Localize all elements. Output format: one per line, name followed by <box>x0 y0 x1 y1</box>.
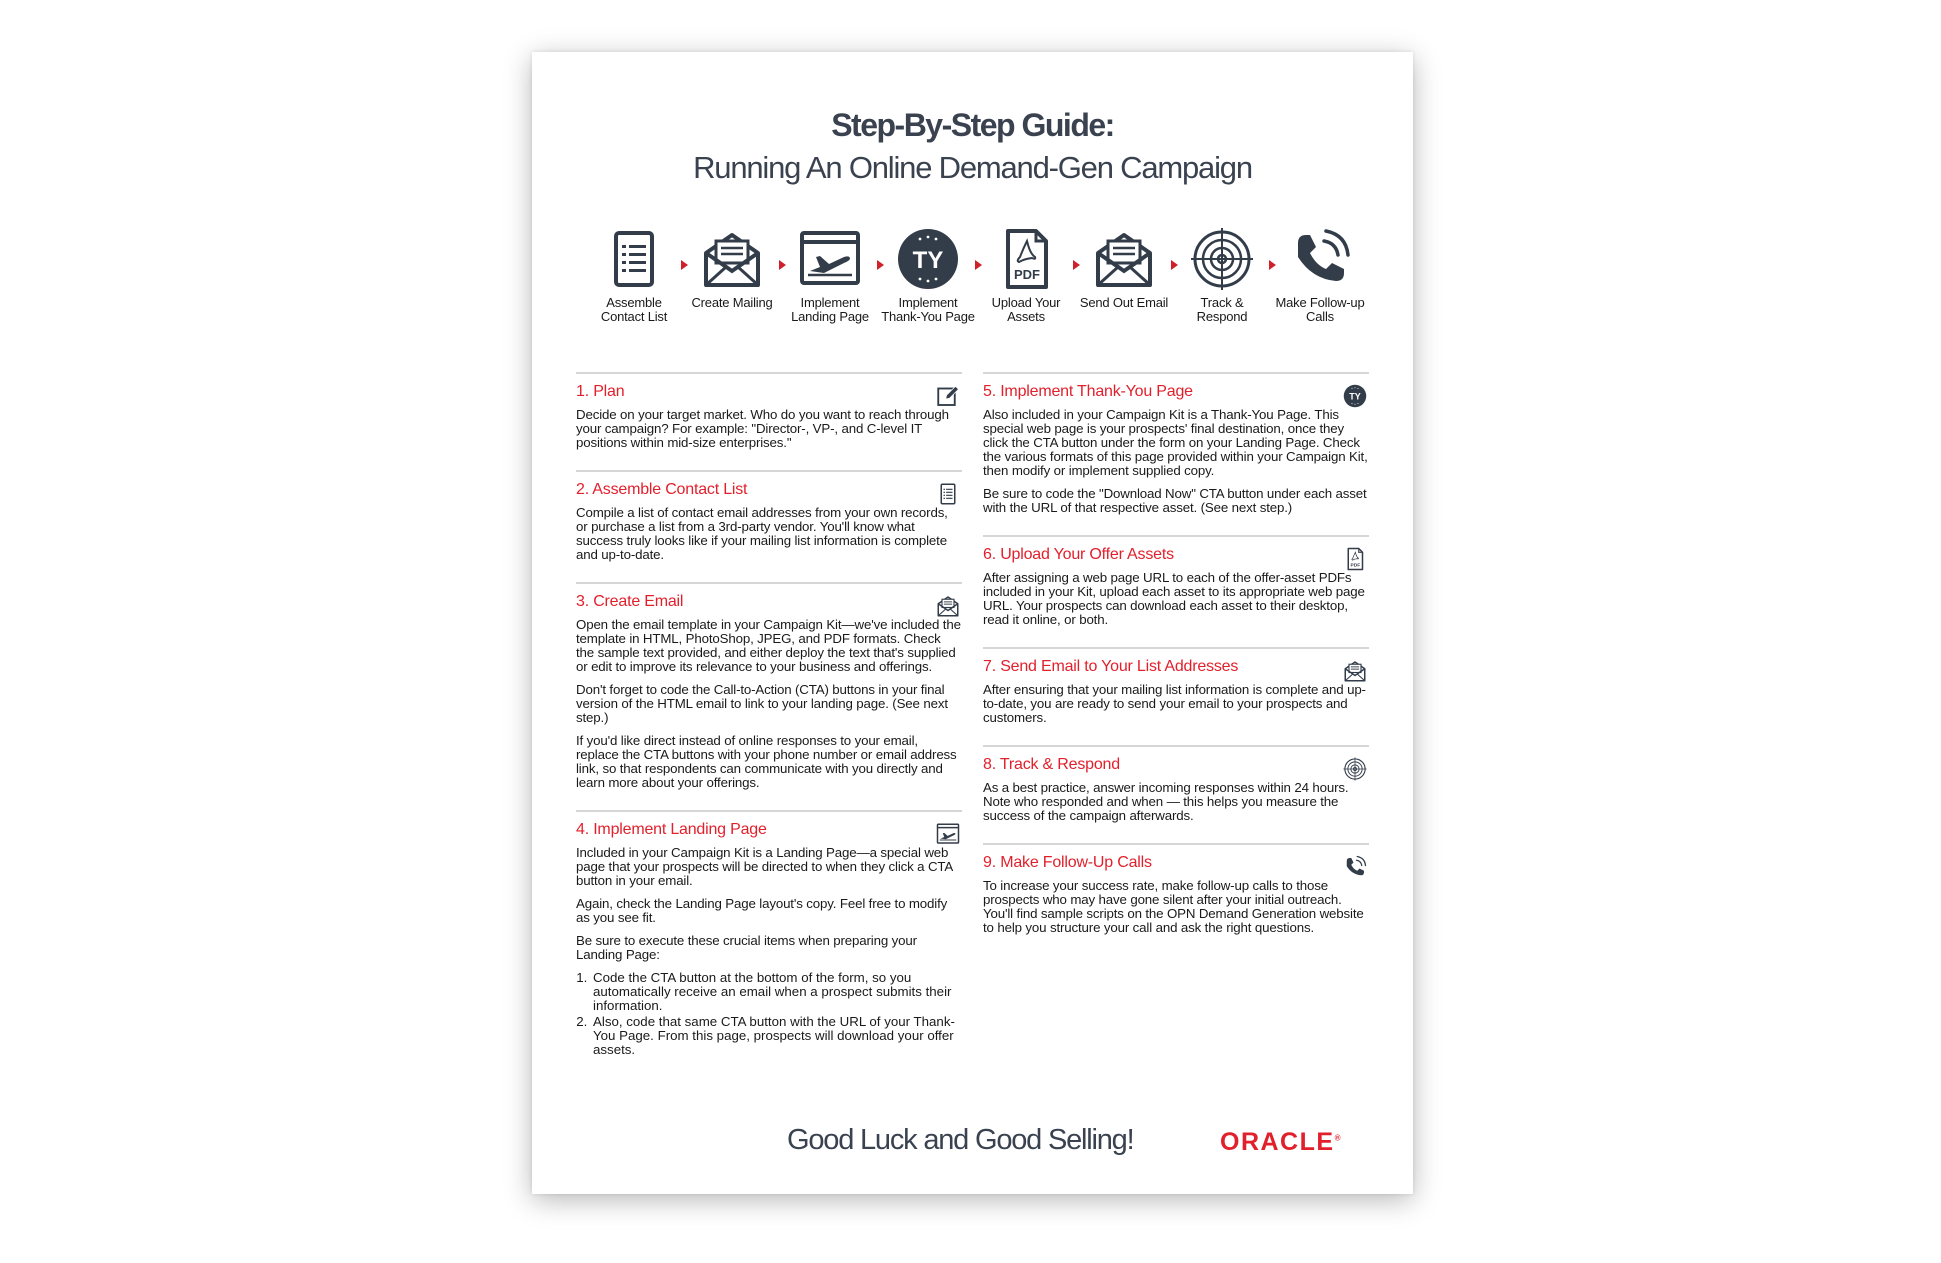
process-step-label: Assemble Contact List <box>600 295 668 324</box>
process-step-label: Make Follow-up Calls <box>1275 295 1365 324</box>
list-item: 2. Also, code that same CTA button with the URL of your Thank-You Page. From this page, prospects will download your offer assets. <box>591 1015 962 1057</box>
right-column <box>983 372 1369 955</box>
section-paragraph: Compile a list of contact email addresses from your own records, or purchase a list from a 3rd-party vendor. You'll know what success truly looks like if your mailing list information is complete and up-to-date. <box>576 505 948 562</box>
section-paragraph: After assigning a web page URL to each of the offer-asset PDFs included in your Kit, upload each asset to its appropriate web page URL. Your prospects can download each asset to their desktop, read it online, or both. <box>983 570 1365 627</box>
process-step-6 <box>1076 227 1172 310</box>
section-paragraph: Again, check the Landing Page layout's copy. Feel free to modify as you see fit. <box>576 896 948 925</box>
list-icon <box>602 227 666 291</box>
step-section <box>576 372 962 450</box>
section-paragraph: Decide on your target market. Who do you want to reach through your campaign? For example: "Director-, VP-, and C-level IT positions within mid-size enterprises." <box>576 407 949 450</box>
page-title: Step-By-Step Guide: <box>831 107 1114 143</box>
process-step-2 <box>684 227 780 310</box>
process-step-8 <box>1272 227 1368 323</box>
process-step-label: Send Out Email <box>1079 295 1169 310</box>
step-section <box>983 535 1369 627</box>
section-paragraph: After ensuring that your mailing list information is complete and up-to-date, you are ready to send your email to your prospects and customers. <box>983 682 1366 725</box>
process-step-label: Upload Your Assets <box>991 295 1061 324</box>
envelope-icon <box>700 227 764 291</box>
section-list <box>576 971 962 1057</box>
list-item: 1. Code the CTA button at the bottom of the form, so you automatically receive an email when a prospect submits their information. <box>591 971 962 1013</box>
step-section <box>983 745 1369 823</box>
footer-message: Good Luck and Good Selling! <box>787 1124 1134 1156</box>
section-heading: 1. Plan <box>576 383 625 400</box>
left-column <box>576 372 962 1077</box>
oracle-logo: ORACLE® <box>1220 1128 1341 1156</box>
target-icon <box>1190 227 1254 291</box>
svg-text:TY: TY <box>1349 391 1361 402</box>
section-paragraph: As a best practice, answer incoming responses within 24 hours. Note who responded and when — this helps you measure the success of the campaign afterwards. <box>983 780 1349 823</box>
section-heading: 9. Make Follow-Up Calls <box>983 854 1152 871</box>
process-step-3 <box>782 227 878 323</box>
step-section <box>576 582 962 790</box>
process-step-label: Implement Landing Page <box>791 295 869 324</box>
process-steps-row <box>586 227 1376 347</box>
step-section <box>983 372 1369 515</box>
section-heading: 3. Create Email <box>576 593 684 610</box>
svg-text:PDF: PDF <box>1014 267 1040 282</box>
section-heading: 6. Upload Your Offer Assets <box>983 546 1174 563</box>
section-heading: 4. Implement Landing Page <box>576 821 767 838</box>
section-heading: 7. Send Email to Your List Addresses <box>983 658 1239 675</box>
process-step-4 <box>880 227 976 323</box>
section-heading: 8. Track & Respond <box>983 756 1120 773</box>
section-paragraph: To increase your success rate, make follow-up calls to those prospects who may have gone silent after your initial outreach. You'll find sample scripts on the OPN Demand Generation website to help you structure your call and ask the right questions. <box>983 878 1364 935</box>
process-step-label: Track & Respond <box>1196 295 1248 324</box>
envelope-icon <box>936 594 960 618</box>
thank-you-icon <box>896 227 960 291</box>
section-paragraph: Also included in your Campaign Kit is a Thank-You Page. This special web page is your prospects' final destination, once they click the CTA button under the form on your Landing Page. Check the various formats of this page provided within your Campaign Kit, then modify or implement supplied copy. <box>983 407 1368 478</box>
section-paragraph: Be sure to execute these crucial items when preparing your Landing Page: <box>576 933 917 962</box>
process-step-7 <box>1174 227 1270 323</box>
phone-icon <box>1288 227 1352 291</box>
page-subtitle: Running An Online Demand-Gen Campaign <box>693 150 1252 185</box>
section-paragraph: Included in your Campaign Kit is a Landing Page—a special web page that your prospects will be directed to when they click a CTA button in your email. <box>576 845 953 888</box>
edit-icon <box>936 384 960 408</box>
target-icon <box>1343 757 1367 781</box>
svg-text:TY: TY <box>912 247 944 274</box>
pdf-icon <box>994 227 1058 291</box>
section-paragraph: Be sure to code the "Download Now" CTA button under each asset with the URL of that respective asset. (See next step.) <box>983 486 1367 515</box>
guide-sheet <box>532 52 1413 1194</box>
step-section <box>576 810 962 1057</box>
section-paragraph: Don't forget to code the Call-to-Action (CTA) buttons in your final version of the HTML email to link to your landing page. (See next step.) <box>576 682 948 725</box>
process-step-label: Implement Thank-You Page <box>881 295 975 324</box>
section-heading: 5. Implement Thank-You Page <box>983 383 1193 400</box>
envelope-icon <box>1092 227 1156 291</box>
svg-text:PDF: PDF <box>1350 563 1361 569</box>
process-step-5 <box>978 227 1074 323</box>
envelope-icon <box>1343 659 1367 683</box>
list-icon <box>936 482 960 506</box>
step-section <box>983 647 1369 725</box>
thank-you-icon <box>1343 384 1367 408</box>
process-step-label: Create Mailing <box>691 295 773 310</box>
pdf-icon <box>1343 547 1367 571</box>
process-step-1 <box>586 227 682 323</box>
step-section <box>576 470 962 562</box>
section-paragraph: If you'd like direct instead of online responses to your email, replace the CTA buttons with your phone number or email address link, so that respondents can communicate with you directly and learn more about your offerings. <box>576 733 957 790</box>
browser-plane-icon <box>798 227 862 291</box>
section-heading: 2. Assemble Contact List <box>576 481 748 498</box>
step-section <box>983 843 1369 935</box>
browser-plane-icon <box>936 822 960 846</box>
phone-icon <box>1343 855 1367 879</box>
section-paragraph: Open the email template in your Campaign Kit—we've included the template in HTML, PhotoShop, JPEG, and PDF formats. Check the sample text provided, and either deploy the text that's supplied or edit to improve its relevance to your business and offerings. <box>576 617 961 674</box>
